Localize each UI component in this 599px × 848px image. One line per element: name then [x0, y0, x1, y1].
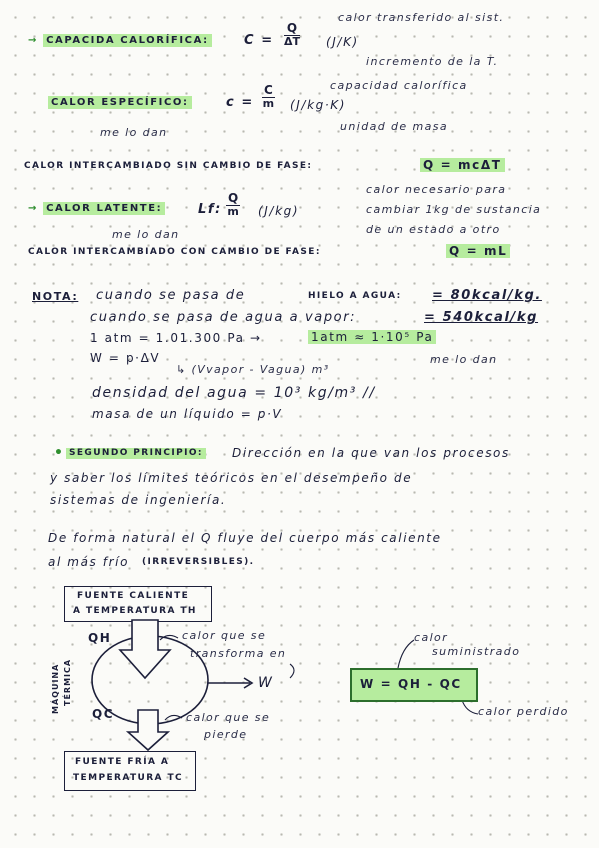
qc-note-line1: calor que se: [186, 711, 271, 724]
capacidad-symbol: C =: [244, 33, 274, 48]
qh-label: QH: [88, 631, 112, 645]
nota-line1-a: cuando se pasa de: [96, 288, 246, 303]
engine-label-line2: TÉRMICA: [63, 658, 72, 706]
fraction-denominator: m: [227, 204, 239, 218]
nota-line2-a: cuando se pasa de agua a vapor:: [90, 310, 357, 325]
segundo-principio-line1: Dirección en la que van los procesos: [232, 446, 510, 460]
bullet-icon: •: [54, 445, 63, 461]
w-note-pointer: [290, 664, 294, 678]
capacidad-calorifica-label: CAPACIDA CALORÍFICA:: [43, 34, 212, 47]
fraction-denominator: ΔT: [284, 34, 301, 48]
nota-line2-b: = 540kcal/kg: [424, 310, 539, 325]
latente-symbol: Lf:: [198, 202, 222, 217]
segundo-principio-line2: y saber los límites teóricos en el desempeño de: [50, 471, 413, 485]
nota-line3-a: 1 atm = 1.01.300 Pa →: [90, 331, 262, 345]
engine-label-line1: MÁQUINA: [51, 663, 60, 714]
note-cambiar-1kg: cambiar 1kg de sustancia: [366, 203, 542, 216]
fraction-denominator: m: [262, 96, 275, 110]
nota-line1-b: HIELO A AGUA:: [308, 291, 402, 301]
note-incremento-t: incremento de la T.: [366, 55, 499, 68]
capacidad-units: (J/K): [326, 35, 359, 49]
fraction-numerator: Q: [284, 22, 300, 36]
cold-source-line2: TEMPERATURA TC: [73, 773, 184, 783]
note-calor-necesario: calor necesario para: [366, 183, 507, 196]
segundo-principio-label: SEGUNDO PRINCIPIO:: [66, 448, 206, 459]
qh-flow-arrow: [120, 620, 170, 678]
me-lo-dan-note: me lo dan: [430, 353, 498, 366]
arrow-right-icon: →: [28, 203, 38, 214]
especifico-symbol: c =: [226, 95, 254, 110]
nota-line6: densidad del agua = 10³ kg/m³ //: [92, 385, 376, 401]
calor-con-cambio-label: CALOR INTERCAMBIADO CON CAMBIO DE FASE:: [28, 247, 321, 257]
cold-source-line1: FUENTE FRÍA A: [75, 757, 170, 767]
note-de-un-estado: de un estado a otro: [366, 223, 501, 236]
calor-latente-label: CALOR LATENTE:: [43, 202, 165, 215]
calor-sin-cambio-label: CALOR INTERCAMBIADO SIN CAMBIO DE FASE:: [24, 161, 313, 171]
qc-flow-arrow: [128, 710, 168, 750]
calor-sin-cambio-formula: Q = mcΔT: [420, 158, 505, 172]
qc-label: QC: [92, 707, 115, 721]
qh-note-line1: calor que se: [182, 629, 267, 642]
w-output-label: W: [258, 675, 274, 691]
note-capacidad-calorifica: capacidad calorífica: [330, 79, 468, 92]
nota-line1-c: = 80kcal/kg.: [432, 288, 542, 303]
note-unidad-masa: unidad de masa: [340, 120, 448, 133]
work-formula-box: [350, 668, 478, 702]
latente-units: (J/kg): [258, 204, 300, 218]
qc-note-line2: pierde: [204, 728, 248, 741]
lost-note: calor perdido: [478, 705, 569, 718]
me-lo-dan-note: me lo dan: [100, 126, 168, 139]
lost-pointer: [462, 700, 478, 714]
arrow-right-icon: →: [28, 35, 38, 46]
forma-natural-line1: De forma natural el Q fluye del cuerpo más caliente: [48, 531, 442, 545]
especifico-units: (J/kg·K): [290, 98, 346, 112]
work-formula: W = QH - QC: [360, 677, 462, 691]
calor-especifico-label: CALOR ESPECÍFICO:: [48, 96, 192, 109]
hot-source-line1: FUENTE CALIENTE: [77, 591, 190, 601]
nota-line7: masa de un líquido = p·V: [92, 407, 283, 421]
supplied-pointer: [398, 640, 414, 668]
supplied-note-line1: calor: [414, 631, 449, 644]
nota-line5: ↳ (Vvapor - Vagua) m³: [176, 363, 330, 376]
me-lo-dan-note: me lo dan: [112, 228, 180, 241]
hot-source-line2: A TEMPERATURA TH: [73, 606, 197, 616]
calor-con-cambio-formula: Q = mL: [446, 244, 510, 258]
forma-natural-line2-a: al más frío: [48, 555, 130, 569]
qh-note-line2: transforma en: [190, 647, 287, 660]
nota-line4: W = p·ΔV: [90, 351, 161, 365]
supplied-note-line2: suministrado: [432, 645, 521, 658]
note-calor-transferido: calor transferido al sist.: [338, 11, 505, 24]
segundo-principio-line3: sistemas de ingeniería.: [50, 493, 227, 507]
nota-line3-b: 1atm ≈ 1·10⁵ Pa: [308, 330, 436, 344]
forma-natural-line2-b: (IRREVERSIBLES).: [142, 557, 255, 567]
nota-label: NOTA:: [32, 290, 79, 303]
fraction-numerator: Q: [228, 191, 239, 205]
fraction-numerator: C: [264, 83, 273, 97]
